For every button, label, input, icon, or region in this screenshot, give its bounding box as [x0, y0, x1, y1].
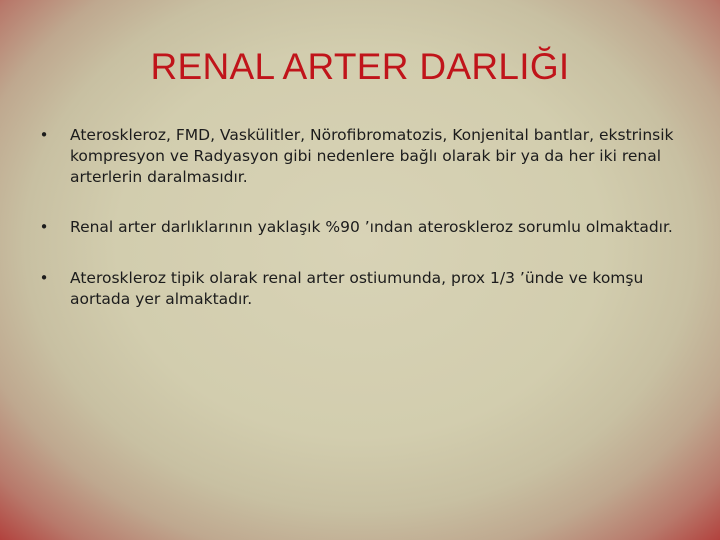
bullet-icon: • [39, 126, 49, 144]
bullet-text: Renal arter darlıklarının yaklaşık %90 ’ından ateroskleroz sorumlu olmaktadır. [70, 218, 673, 236]
bullet-text: Ateroskleroz tipik olarak renal arter ostiumunda, prox 1/3 ’ünde ve komşu aortada yer almaktadır. [70, 269, 644, 308]
bullet-item-1 [38, 125, 690, 188]
bullet-item-2 [38, 217, 690, 238]
bullet-icon: • [39, 218, 49, 236]
bullet-text: Ateroskleroz, FMD, Vaskülitler, Nörofibromatozis, Konjenital bantlar, ekstrinsik kompresyon ve Radyasyon gibi nedenlere bağlı olarak bir ya da her iki renal arterlerin daralmasıdır. [70, 126, 674, 186]
slide-title: RENAL ARTER DARLIĞI [150, 46, 570, 87]
bullet-icon: • [39, 269, 49, 287]
bullet-list [38, 125, 690, 339]
bullet-item-3 [38, 268, 690, 310]
